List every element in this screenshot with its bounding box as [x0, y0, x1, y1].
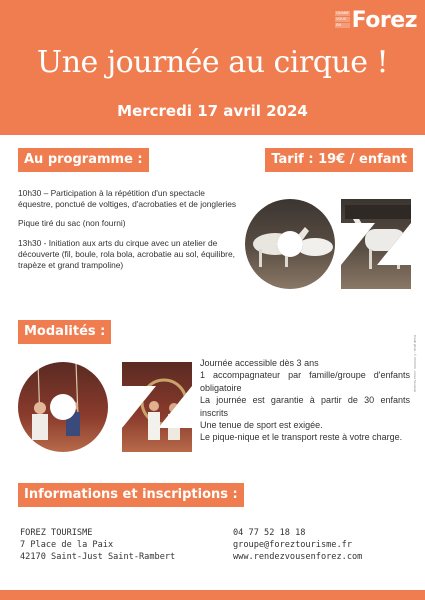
logo-line-1: QUANE — [336, 11, 349, 15]
programme-item: Pique tiré du sac (non fourni) — [18, 218, 126, 229]
programme-item: 13h30 - Initiation aux arts du cirque avec un atelier de découverte (fil, boule, rola bola, acrobatie au sol, équilibre, trapèze et grand trampoline) — [18, 237, 235, 271]
infos-heading: Informations et inscriptions : — [18, 483, 244, 507]
event-date: Mercredi 17 avril 2024 — [117, 102, 308, 120]
modalites-item: Le pique-nique et le transport reste à votre charge. — [200, 432, 403, 443]
horse-photo — [245, 199, 411, 289]
header-banner — [0, 0, 425, 135]
tarif-badge: Tarif : 19€ / enfant — [265, 148, 413, 172]
footer-bar — [0, 590, 425, 600]
modalites-heading: Modalités : — [18, 320, 111, 344]
programme-heading: Au programme : — [18, 148, 149, 172]
website-link[interactable]: www.rendezvousenforez.com — [233, 552, 363, 562]
modalites-item: Une tenue de sport est exigée. — [200, 420, 323, 431]
photo-credit-text: Crédit photo : © XXXXXX - Forez Tourisme — [413, 335, 417, 393]
contact-block — [233, 527, 362, 563]
logo-word: Forez — [351, 8, 417, 33]
horse-photo-montage — [245, 199, 411, 289]
page-title: Une journée au cirque ! — [36, 45, 389, 80]
logo-line-2: VOUS — [335, 17, 350, 22]
address-line: FOREZ TOURISME — [20, 528, 93, 538]
modalites-list — [200, 357, 410, 444]
address-line: 42170 Saint-Just Saint-Rambert — [20, 552, 176, 562]
forez-logo — [335, 8, 417, 34]
photo-credit — [411, 335, 419, 405]
circus-photo — [18, 362, 192, 452]
logo-line-3: EN — [335, 23, 350, 28]
programme-list — [18, 188, 240, 279]
email-address[interactable]: groupe@foreztourisme.fr — [233, 540, 352, 550]
logo-small-lines — [335, 11, 350, 28]
programme-item: 10h30 – Participation à la répétition d'un spectacle équestre, ponctué de voltiges, d'acrobaties et de jongleries — [18, 188, 237, 210]
circus-photo-montage — [18, 362, 192, 452]
phone-number: 04 77 52 18 18 — [233, 528, 306, 538]
address-block — [20, 527, 175, 563]
modalites-item: La journée est garantie à partir de 30 enfants inscrits — [200, 395, 410, 418]
address-line: 7 Place de la Paix — [20, 540, 114, 550]
modalites-item: 1 accompagnateur par famille/groupe d'enfants obligatoire — [200, 370, 410, 393]
modalites-item: Journée accessible dès 3 ans — [200, 358, 319, 368]
